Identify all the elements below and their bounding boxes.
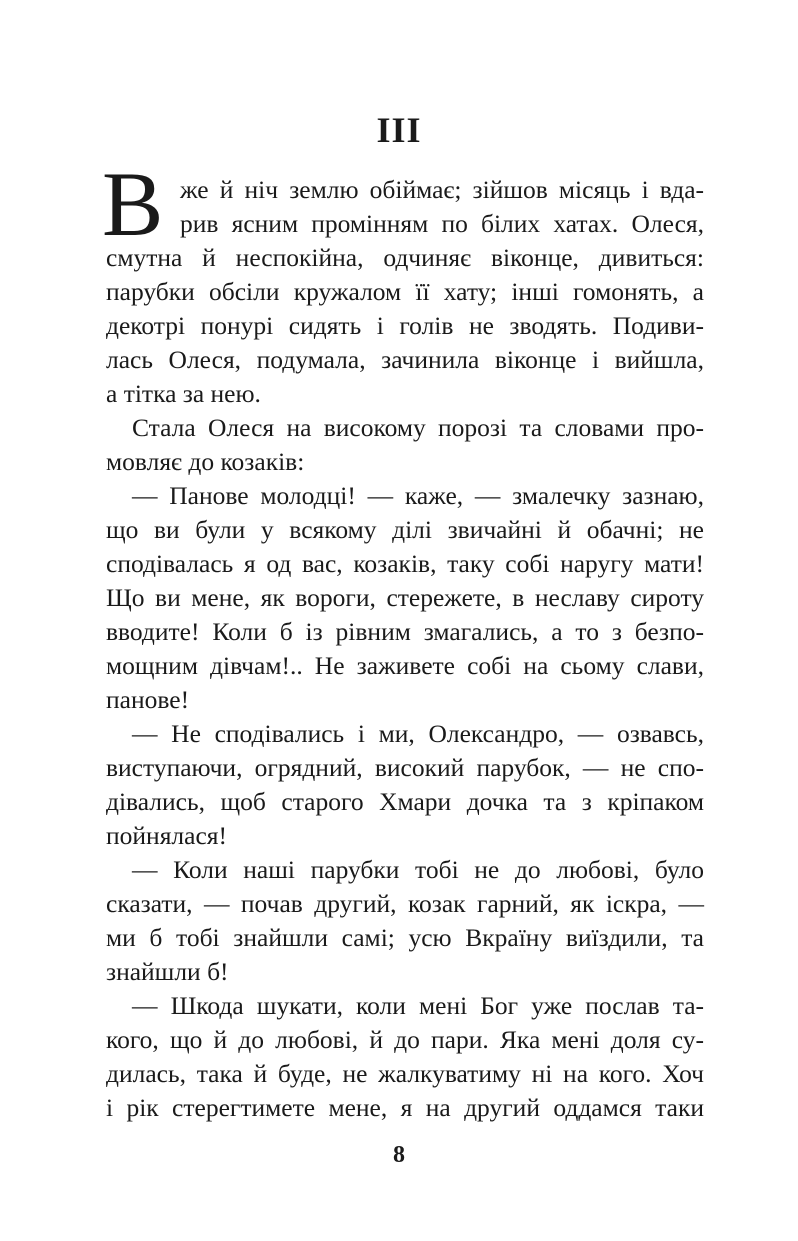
text-line: а тітка за нею. — [106, 379, 261, 408]
text-line: панове! — [106, 685, 190, 714]
text-line: Стала Олеся на високому порозі та словами про- — [132, 413, 704, 442]
text-line: і рік стерегтимете мене, я на другий оддамся таки — [106, 1093, 704, 1122]
text-line: кого, що й до любові, й до пари. Яка мені доля су- — [106, 1025, 704, 1054]
drop-cap: В — [102, 153, 164, 255]
text-line: — Не сподівались і ми, Олександро, — озвавсь, — [132, 719, 704, 748]
text-line: лась Олеся, подумала, зачинила віконце і вийшла, — [106, 345, 704, 374]
text-line: дилась, така й буде, не жалкуватиму ні на кого. Хоч — [106, 1059, 704, 1088]
text-line: — Шкода шукати, коли мені Бог уже послав та- — [132, 991, 704, 1020]
text-line: же й ніч землю обіймає; зійшов місяць і вда- — [180, 175, 704, 204]
text-line: — Панове молодці! — каже, — змалечку зазнаю, — [132, 481, 704, 510]
text-line: вводите! Коли б із рівним змагались, а то з безпо- — [106, 617, 704, 646]
text-line: що ви були у всякому ділі звичайні й обачні; не — [106, 515, 704, 544]
text-line: мовляє до козаків: — [106, 447, 305, 476]
text-line: дівались, щоб старого Хмари дочка та з кріпаком — [106, 787, 704, 816]
chapter-heading: III — [376, 110, 422, 150]
text-line: рив ясним промінням по білих хатах. Олеся, — [180, 209, 704, 238]
text-line: — Коли наші парубки тобі не до любові, було — [132, 855, 704, 884]
text-line: сказати, — почав другий, козак гарний, як іскра, — — [106, 889, 704, 918]
text-line: Що ви мене, як вороги, стережете, в неславу сироту — [106, 583, 704, 612]
text-line: сподівалась я од вас, козаків, таку собі наругу мати! — [106, 549, 704, 578]
text-line: декотрі понурі сидять і голів не зводять. Подиви- — [106, 311, 704, 340]
text-line: мощним дівчам!.. Не заживете собі на сьому слави, — [106, 651, 704, 680]
text-line: виступаючи, огрядний, високий парубок, — не спо- — [106, 753, 704, 782]
page-number: 8 — [393, 1142, 405, 1168]
text-line: смутна й неспокійна, одчиняє віконце, дивиться: — [106, 243, 704, 272]
text-line: парубки обсіли кружалом її хату; інші гомонять, а — [106, 277, 704, 306]
text-line: знайшли б! — [106, 957, 229, 986]
text-line: пойнялася! — [106, 821, 228, 850]
text-line: ми б тобі знайшли самі; усю Вкраїну виїздили, та — [106, 923, 704, 952]
